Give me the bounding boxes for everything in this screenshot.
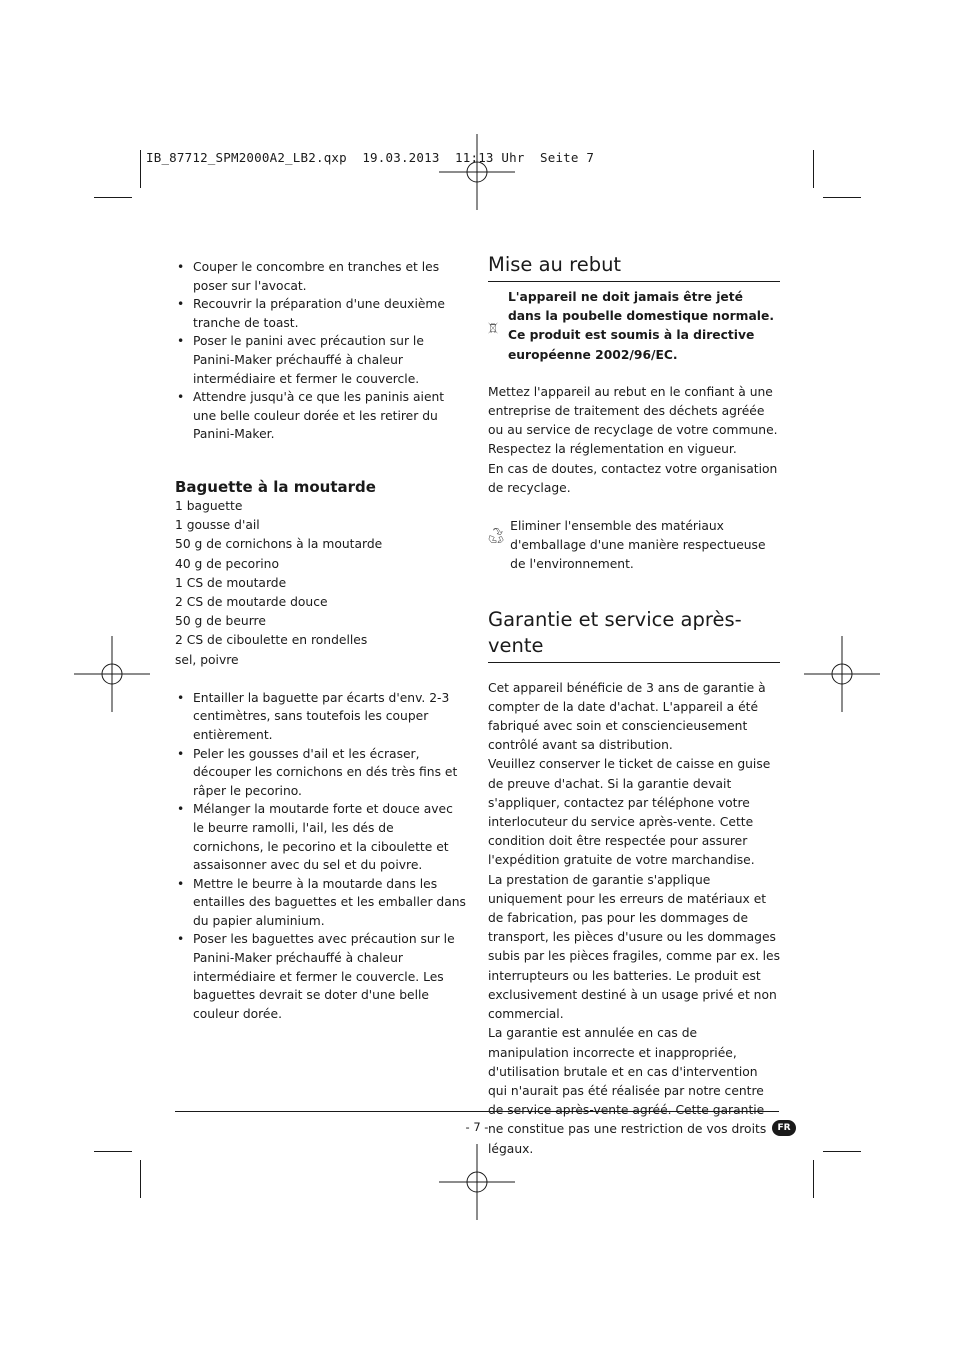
registration-mark-icon xyxy=(74,636,150,712)
paragraph: Respectez la réglementation en vigueur. xyxy=(488,442,737,457)
list-item: • Attendre jusqu'à ce que les paninis aient une belle couleur dorée et les retirer du Panini-Maker. xyxy=(175,388,467,444)
crop-mark xyxy=(140,1160,141,1198)
list-item: • Poser les baguettes avec précaution sur le Panini-Maker préchauffé à chaleur intermédiaire et fermer le couvercle. Les baguettes devrait se doter d'une belle couleur dorée. xyxy=(175,930,467,1023)
paragraph: Mettez l'appareil au rebut en le confiant à une entreprise de traitement des déchets agréée ou au service de recyclage de votre commune. xyxy=(488,384,778,438)
paragraph: En cas de doutes, contactez votre organisation de recyclage. xyxy=(488,461,778,495)
packaging-note-text: Eliminer l'ensemble des matériaux d'emballage d'une manière respectueuse de l'environnement. xyxy=(510,519,766,572)
recipe-steps-list xyxy=(175,689,467,1024)
crop-mark xyxy=(813,1160,814,1198)
registration-mark-icon xyxy=(439,134,515,210)
paragraph: Veuillez conserver le ticket de caisse en guise de preuve d'achat. Si la garantie devait s'appliquer, contactez par téléphone votre interlocuteur du service après-vente. Cette condition doit être respectée pour assurer l'expédition gratuite de votre marchandise. xyxy=(488,757,771,868)
crop-mark xyxy=(94,197,132,198)
crossed-bin-icon xyxy=(488,306,498,350)
list-item: • Mélanger la moutarde forte et douce avec le beurre ramolli, l'ail, les dés de cornichons, le pecorino et la ciboulette et assaisonner avec du sel et du poivre. xyxy=(175,800,467,874)
crop-mark xyxy=(823,1151,861,1152)
recipe-steps-list xyxy=(175,258,467,444)
language-badge: FR xyxy=(772,1120,796,1136)
crop-mark xyxy=(140,150,141,188)
list-item: 1 gousse d'ail xyxy=(175,518,260,533)
footer-divider xyxy=(175,1111,779,1112)
packaging-note-box xyxy=(488,517,780,575)
list-item: 50 g de cornichons à la moutarde xyxy=(175,537,383,552)
ingredients-list xyxy=(175,497,467,670)
registration-mark-icon xyxy=(804,636,880,712)
list-item: • Poser le panini avec précaution sur le Panini-Maker préchauffé à chaleur intermédiaire et fermer le couvercle. xyxy=(175,332,467,388)
crop-mark xyxy=(823,197,861,198)
section-title-warranty: Garantie et service après-vente xyxy=(488,607,780,663)
disposal-warning-box xyxy=(488,288,780,365)
crop-mark xyxy=(813,150,814,188)
crop-mark xyxy=(94,1151,132,1152)
recycling-icon xyxy=(488,517,504,555)
left-column xyxy=(175,258,467,1023)
paragraph: La prestation de garantie s'applique uniquement pour les erreurs de matériaux et de fabrication, pas pour les dommages de transport, les pièces d'usure ou les dommages subis par les pièces fragiles, comme par ex. les interrupteurs ou les batteries. Le produit est exclusivement destiné à un usage privé et non commercial. xyxy=(488,872,780,1022)
paragraph: La garantie est annulée en cas de manipulation incorrecte et inappropriée, d'utilisation brutale et en cas d'intervention qui n'aurait pas été réalisée par notre centre ne constitue pas une restriction de vos droits légaux. xyxy=(488,1026,767,1156)
list-item: 2 CS de ciboulette en rondelles xyxy=(175,633,368,648)
disposal-warning-text: L'appareil ne doit jamais être jeté dans la poubelle domestique normale. Ce produit est soumis à la directive européenne 2002/96/EC. xyxy=(507,290,774,362)
list-item: 1 CS de moutarde xyxy=(175,575,287,590)
list-item: • Peler les gousses d'ail et les écraser, découper les cornichons en dés très fins et râper le pecorino. xyxy=(175,745,467,801)
section-title-disposal: Mise au rebut xyxy=(488,252,780,282)
list-item: • Mettre le beurre à la moutarde dans les entailles des baguettes et les emballer dans du papier aluminium. xyxy=(175,875,467,931)
list-item: 1 baguette xyxy=(175,498,243,513)
paragraph: Cet appareil bénéficie de 3 ans de garantie à compter de la date d'achat. L'appareil a été fabriqué avec soin et consciencieusement contrôlé avant sa distribution. xyxy=(488,680,766,753)
list-item: sel, poivre xyxy=(175,652,239,667)
recipe-title: Baguette à la moutarde xyxy=(175,477,376,496)
list-item: • Couper le concombre en tranches et les poser sur l'avocat. xyxy=(175,258,467,295)
print-slug: IB_87712_SPM2000A2_LB2.qxp 19.03.2013 11:13 Uhr Seite 7 xyxy=(146,150,595,165)
list-item: • Recouvrir la préparation d'une deuxième tranche de toast. xyxy=(175,295,467,332)
list-item: 50 g de beurre xyxy=(175,614,266,629)
list-item: 2 CS de moutarde douce xyxy=(175,594,328,609)
list-item: 40 g de pecorino xyxy=(175,556,279,571)
right-column xyxy=(488,252,780,1159)
list-item: • Entailler la baguette par écarts d'env. 2-3 centimètres, sans toutefois les couper entièrement. xyxy=(175,689,467,745)
page-number: - 7 - xyxy=(465,1120,489,1134)
